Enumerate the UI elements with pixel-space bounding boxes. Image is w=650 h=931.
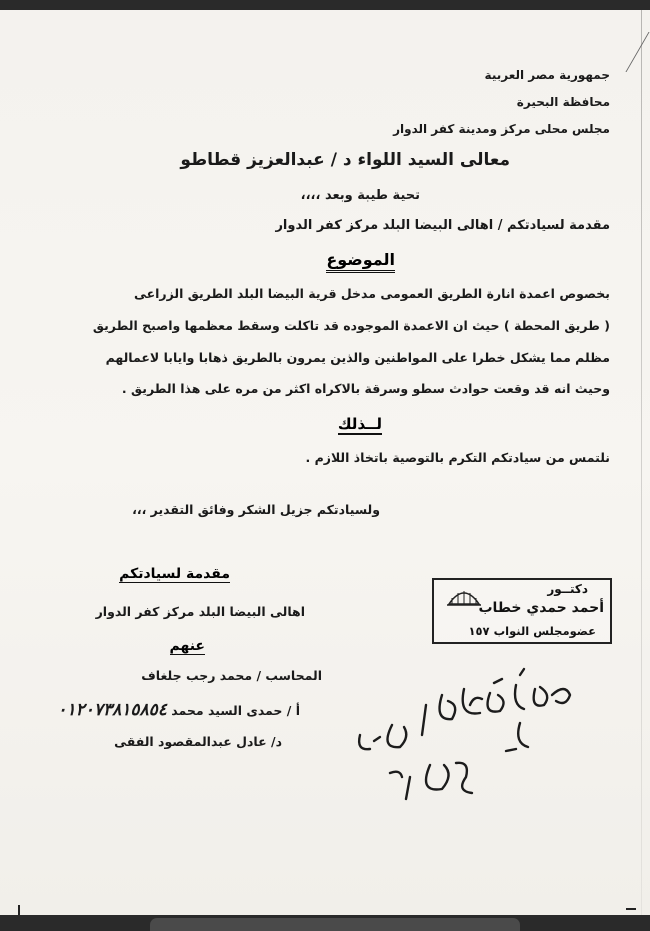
thanks-line: ولسيادتكم جزيل الشكر وفائق التقدير ،،، bbox=[132, 502, 380, 517]
signer-2-name: أ / حمدى السيد محمد bbox=[171, 703, 300, 718]
edge-mark-left bbox=[18, 905, 20, 915]
handwritten-signature bbox=[330, 665, 580, 815]
body-line-3: مظلم مما يشكل خطرا على المواطنين والذين يمرون بالطريق ذهابا وايابا لاعمالهم bbox=[105, 350, 610, 365]
subject-title: الموضوع bbox=[326, 250, 395, 273]
therefore-title: لــذلك bbox=[337, 415, 382, 433]
stamp-name: أحمد حمدي خطاب bbox=[478, 600, 604, 616]
presented-from: اهالى البيضا البلد مركز كفر الدوار bbox=[95, 604, 305, 619]
page-fold-line bbox=[641, 10, 642, 915]
edge-mark-right bbox=[626, 908, 636, 910]
official-stamp bbox=[432, 578, 612, 644]
signer-3: د/ عادل عبدالمقصود الفقى bbox=[114, 734, 282, 749]
scroll-handle-bar[interactable] bbox=[150, 918, 520, 931]
stamp-role: عضومجلس النواب ١٥٧ bbox=[468, 624, 596, 638]
body-line-4: وحيث انه قد وقعت حوادث سطو وسرقة بالاكراه اكثر من مره على هذا الطريق . bbox=[121, 381, 610, 396]
signer-1: المحاسب / محمد رجب جلغاف bbox=[141, 668, 322, 683]
stamp-title: دكتــور bbox=[547, 582, 588, 596]
header-country: جمهورية مصر العربية bbox=[484, 68, 610, 82]
request-line: نلتمس من سيادتكم التكرم بالتوصية باتخاذ اللازم . bbox=[305, 450, 610, 465]
header-governorate: محافظة البحيرة bbox=[516, 95, 610, 109]
addressee: معالى السيد اللواء د / عبدالعزيز قطاطو bbox=[180, 150, 510, 170]
on-behalf-heading: عنهم bbox=[169, 638, 205, 654]
body-line-1: بخصوص اعمدة انارة الطريق العمومى مدخل قرية البيضا البلد الطريق الزراعى bbox=[133, 286, 610, 301]
signer-2 bbox=[57, 700, 300, 720]
presented-by-heading: مقدمة لسيادتكم bbox=[119, 566, 230, 582]
greeting: تحية طيبة وبعد ،،،، bbox=[300, 188, 420, 203]
body-line-2: ( طريق المحطة ) حيث ان الاعمدة الموجوده قد تاكلت وسقط معظمها واصبح الطريق bbox=[92, 318, 610, 333]
parliament-dome-icon bbox=[446, 584, 482, 606]
document-page bbox=[0, 10, 650, 915]
signer-2-phone: ٠١٢٠٧٣٨١٥٨٥٤ bbox=[57, 700, 167, 720]
intro-line: مقدمة لسيادتكم / اهالى البيضا البلد مركز كفر الدوار bbox=[275, 218, 610, 233]
header-council: مجلس محلى مركز ومدينة كفر الدوار bbox=[393, 122, 610, 136]
